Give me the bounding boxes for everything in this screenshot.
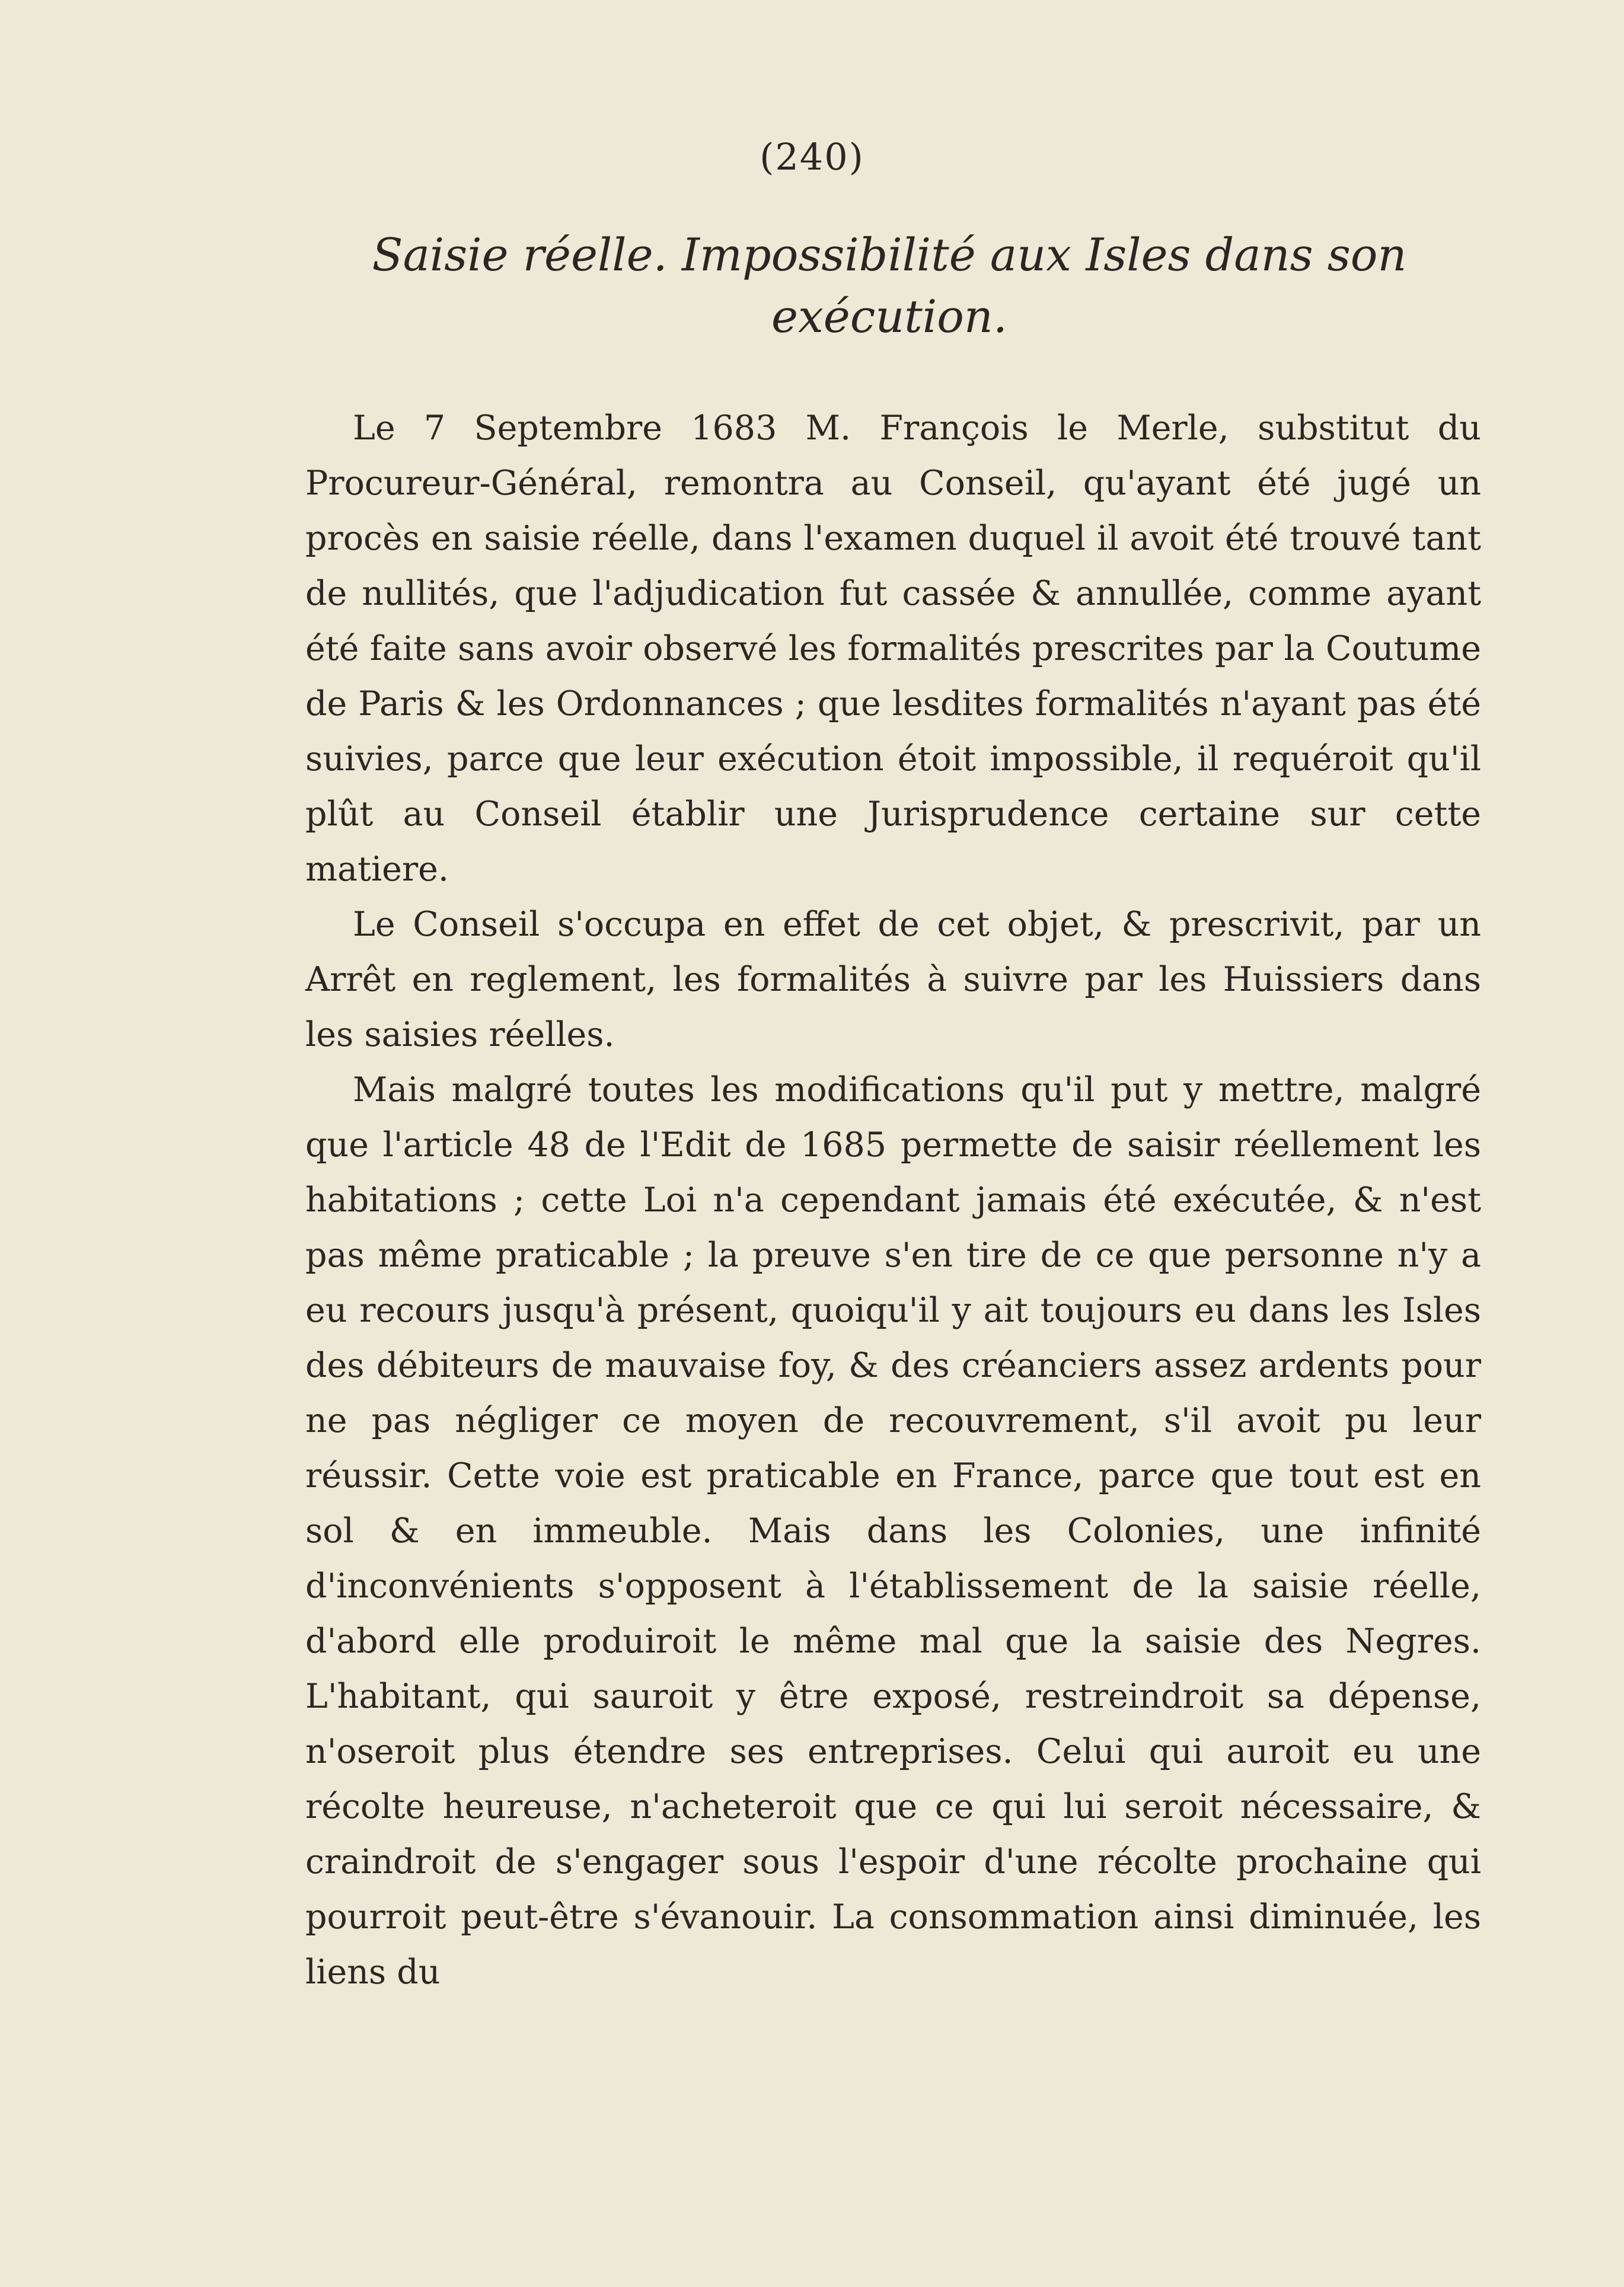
paragraph: Mais malgré toutes les modifications qu'il put y mettre, malgré que l'article 48 de l'Edit de 1685 permette de saisir réellement les habitations ; cette Loi n'a cependant jamais été exécutée, & n'est pas même praticable ; la preuve s'en tire de ce que personne n'y a eu recours jusqu'à présent, quoiqu'il y ait toujours eu dans les Isles des débiteurs de mauvaise foy, & des créanciers assez ardents pour ne pas négliger ce moyen de recouvrement, s'il avoit pu leur réussir. Cette voie est praticable en France, parce que tout est en sol & en immeuble. Mais dans les Colonies, une infinité d'inconvénients s'opposent à l'établissement de la saisie réelle, d'abord elle produiroit le même mal que la saisie des Negres. L'habitant, qui sauroit y être exposé, restreindroit sa dépense, n'oseroit plus étendre ses entreprises. Celui qui auroit eu une récolte heureuse, n'acheteroit que ce qui lui seroit nécessaire, & craindroit de s'engager sous l'espoir d'une récolte prochaine qui pourroit peut-être s'évanouir. La consommation ainsi diminuée, les liens du bbox=[305, 1070, 1481, 1992]
section-title: Saisie réelle. Impossibilité aux Isles dans son exécution. bbox=[372, 228, 1407, 343]
body-text bbox=[305, 401, 1481, 2000]
paragraph: Le Conseil s'occupa en effet de cet objet, & prescrivit, par un Arrêt en reglement, les formalités à suivre par les Huissiers dans les saisies réelles. bbox=[305, 905, 1481, 1054]
paragraph: Le 7 Septembre 1683 M. François le Merle, substitut du Procureur-Général, remontra au Conseil, qu'ayant été jugé un procès en saisie réelle, dans l'examen duquel il avoit été trouvé tant de nullités, que l'adjudication fut cassée & annullée, comme ayant été faite sans avoir observé les formalités prescrites par la Coutume de Paris & les Ordonnances ; que lesdites formalités n'ayant pas été suivies, parce que leur exécution étoit impossible, il requéroit qu'il plût au Conseil établir une Jurisprudence certaine sur cette matiere. bbox=[305, 409, 1481, 889]
page-number: (240) bbox=[760, 135, 864, 178]
